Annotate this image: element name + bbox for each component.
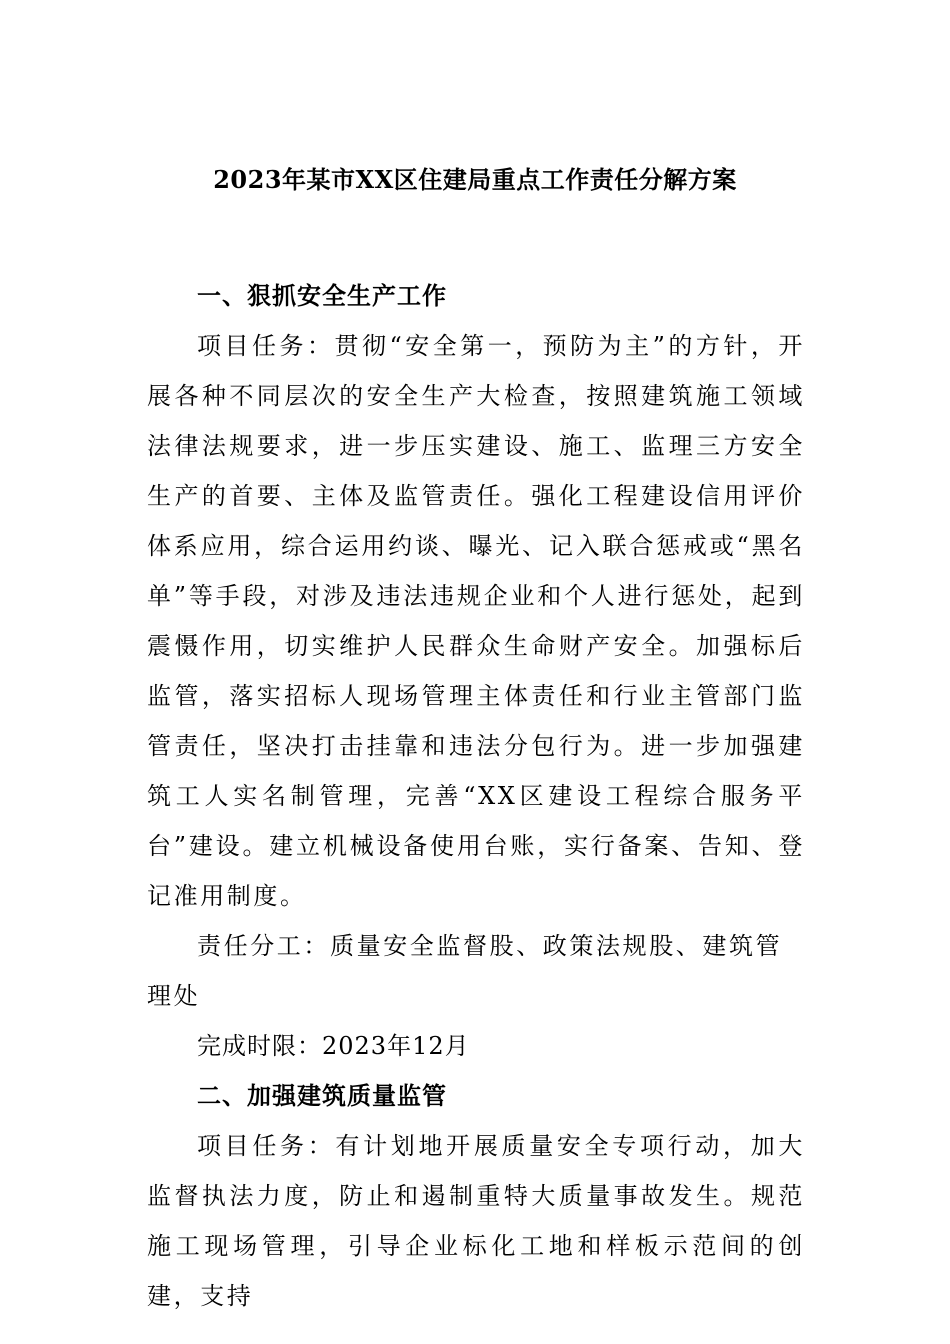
document-body — [147, 271, 805, 1321]
section-heading: 一、狠抓安全生产工作 — [197, 281, 447, 310]
document-title: 2023年某市XX区住建局重点工作责任分解方案 — [213, 165, 737, 194]
section-deadline: 完成时限：2023年12月 — [197, 1032, 470, 1060]
section-task-paragraph: 项目任务：有计划地开展质量安全专项行动，加大监督执法力度，防止和遏制重特大质量事故发生。规范施工现场管理，引导企业标化工地和样板示范间的创建，支持 — [147, 1132, 805, 1310]
section-task-paragraph: 项目任务：贯彻“安全第一，预防为主”的方针，开展各种不同层次的安全生产大检查，按照建筑施工领域法律法规要求，进一步压实建设、施工、监理三方安全生产的首要、主体及监管责任。强化工程建设信用评价体系应用，综合运用约谈、曝光、记入联合惩戒或“黑名单”等手段，对涉及违法违规企业和个人进行惩处，起到震慑作用，切实维护人民群众生命财产安全。加强标后监管，落实招标人现场管理主体责任和行业主管部门监管责任，坚决打击挂靠和违法分包行为。进一步加强建筑工人实名制管理，完善“XX区建设工程综合服务平台”建设。建立机械设备使用台账，实行备案、告知、登记准用制度。 — [147, 332, 805, 910]
section-heading: 二、加强建筑质量监管 — [197, 1081, 447, 1110]
section-duty-paragraph: 责任分工：质量安全监督股、政策法规股、建筑管理处 — [147, 932, 783, 1010]
